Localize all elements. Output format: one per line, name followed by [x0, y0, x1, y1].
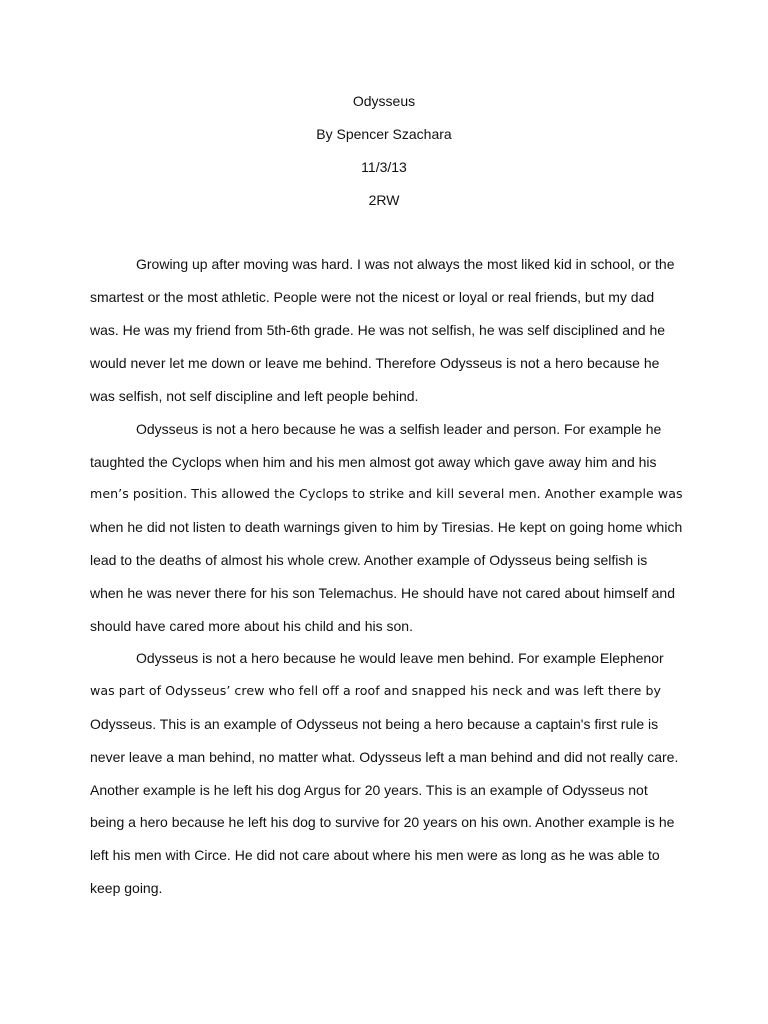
essay-class-code: 2RW: [368, 192, 400, 208]
text-line: being a hero because he left his dog to survive for 20 years on his own. Another example is he: [90, 814, 675, 830]
text-line: keep going.: [90, 880, 163, 896]
essay-author: By Spencer Szachara: [316, 126, 452, 142]
text-line: was. He was my friend from 5th-6th grade. He was not selfish, he was self disciplined and he: [90, 322, 666, 338]
text-line: taughted the Cyclops when him and his men almost got away which gave away him and his: [90, 454, 657, 470]
text-line: was part of Odysseus’ crew who fell off a roof and snapped his neck and was left there by: [90, 683, 662, 698]
text-line: Another example is he left his dog Argus for 20 years. This is an example of Odysseus not: [90, 782, 648, 798]
text-line: when he was never there for his son Telemachus. He should have not cared about himself and: [90, 585, 675, 601]
text-line: was selfish, not self discipline and left people behind.: [90, 388, 419, 404]
text-line: Odysseus. This is an example of Odysseus not being a hero because a captain's first rule is: [90, 716, 659, 732]
text-line: never leave a man behind, no matter what. Odysseus left a man behind and did not really care.: [90, 749, 679, 765]
text-line: when he did not listen to death warnings given to him by Tiresias. He kept on going home which: [90, 519, 683, 535]
text-line: Odysseus is not a hero because he was a selfish leader and person. For example he: [136, 421, 662, 437]
text-line: would never let me down or leave me behind. Therefore Odysseus is not a hero because he: [90, 355, 660, 371]
essay-date: 11/3/13: [361, 159, 407, 175]
text-line: left his men with Circe. He did not care about where his men were as long as he was able to: [90, 847, 660, 863]
essay-title: Odysseus: [352, 93, 416, 109]
text-line: smartest or the most athletic. People were not the nicest or loyal or real friends, but my dad: [90, 289, 655, 305]
text-line: lead to the deaths of almost his whole crew. Another example of Odysseus being selfish is: [90, 552, 648, 568]
text-line: Odysseus is not a hero because he would leave men behind. For example Elephenor: [136, 650, 664, 666]
text-line: should have cared more about his child and his son.: [90, 618, 413, 634]
text-line: Growing up after moving was hard. I was not always the most liked kid in school, or the: [136, 256, 675, 272]
text-line: men’s position. This allowed the Cyclops to strike and kill several men. Another example was: [90, 486, 683, 501]
